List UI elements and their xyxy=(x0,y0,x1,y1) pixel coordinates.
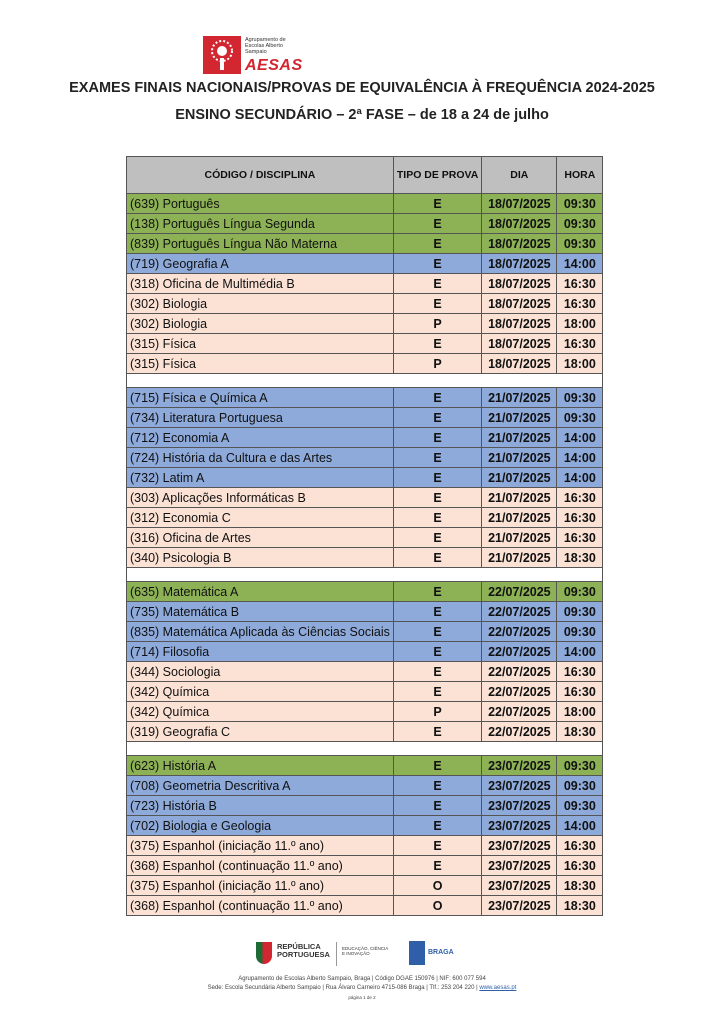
cell-dia: 21/07/2025 xyxy=(482,488,557,508)
cell-disciplina: (344) Sociologia xyxy=(127,662,394,682)
cell-tipo: E xyxy=(393,776,481,796)
cell-hora: 18:00 xyxy=(557,702,603,722)
cell-dia: 23/07/2025 xyxy=(482,856,557,876)
separator-cell xyxy=(127,742,603,756)
cell-tipo: E xyxy=(393,642,481,662)
cell-hora: 14:00 xyxy=(557,254,603,274)
table-row xyxy=(127,682,603,702)
ministry-text: EDUCAÇÃO, CIÊNCIA E INOVAÇÃO xyxy=(342,946,389,956)
cell-dia: 22/07/2025 xyxy=(482,642,557,662)
cell-tipo: E xyxy=(393,682,481,702)
cell-dia: 21/07/2025 xyxy=(482,468,557,488)
cell-dia: 23/07/2025 xyxy=(482,816,557,836)
table-row xyxy=(127,548,603,568)
table-row xyxy=(127,448,603,468)
table-row xyxy=(127,254,603,274)
cell-dia: 22/07/2025 xyxy=(482,722,557,742)
cell-disciplina: (635) Matemática A xyxy=(127,582,394,602)
cell-dia: 22/07/2025 xyxy=(482,582,557,602)
page-subtitle: ENSINO SECUNDÁRIO – 2ª FASE – de 18 a 24 de julho xyxy=(175,107,549,123)
cell-disciplina: (639) Português xyxy=(127,194,394,214)
cell-tipo: P xyxy=(393,314,481,334)
cell-disciplina: (715) Física e Química A xyxy=(127,388,394,408)
school-logo xyxy=(203,36,313,78)
cell-hora: 16:30 xyxy=(557,334,603,354)
cell-dia: 18/07/2025 xyxy=(482,334,557,354)
cell-disciplina: (719) Geografia A xyxy=(127,254,394,274)
braga-text: BRAGA xyxy=(428,949,454,956)
table-row xyxy=(127,876,603,896)
cell-dia: 18/07/2025 xyxy=(482,314,557,334)
cell-tipo: E xyxy=(393,294,481,314)
cell-dia: 18/07/2025 xyxy=(482,254,557,274)
separator-cell xyxy=(127,374,603,388)
cell-hora: 16:30 xyxy=(557,274,603,294)
exam-schedule-table xyxy=(126,156,603,916)
cell-tipo: E xyxy=(393,408,481,428)
logo-wordmark: AESAS xyxy=(245,57,303,74)
cell-hora: 18:00 xyxy=(557,314,603,334)
cell-disciplina: (315) Física xyxy=(127,354,394,374)
cell-dia: 21/07/2025 xyxy=(482,428,557,448)
table-row xyxy=(127,314,603,334)
header-hora: HORA xyxy=(557,157,603,194)
logo-divider xyxy=(336,942,337,966)
table-row xyxy=(127,274,603,294)
cell-hora: 09:30 xyxy=(557,234,603,254)
table-row xyxy=(127,816,603,836)
cell-dia: 21/07/2025 xyxy=(482,408,557,428)
cell-dia: 22/07/2025 xyxy=(482,702,557,722)
cell-tipo: E xyxy=(393,254,481,274)
table-row xyxy=(127,408,603,428)
separator-cell xyxy=(127,568,603,582)
table-row xyxy=(127,294,603,314)
cell-tipo: E xyxy=(393,756,481,776)
cell-disciplina: (318) Oficina de Multimédia B xyxy=(127,274,394,294)
cell-disciplina: (375) Espanhol (iniciação 11.º ano) xyxy=(127,836,394,856)
cell-hora: 16:30 xyxy=(557,488,603,508)
cell-tipo: O xyxy=(393,876,481,896)
header-disciplina: CÓDIGO / DISCIPLINA xyxy=(127,157,394,194)
table-row xyxy=(127,388,603,408)
cell-disciplina: (138) Português Língua Segunda xyxy=(127,214,394,234)
cell-tipo: E xyxy=(393,548,481,568)
table-row xyxy=(127,468,603,488)
cell-hora: 09:30 xyxy=(557,388,603,408)
logo-school-name: Agrupamento de Escolas Alberto Sampaio xyxy=(245,37,286,56)
cell-hora: 16:30 xyxy=(557,294,603,314)
cell-tipo: E xyxy=(393,194,481,214)
cell-disciplina: (734) Literatura Portuguesa xyxy=(127,408,394,428)
table-row xyxy=(127,642,603,662)
cell-disciplina: (340) Psicologia B xyxy=(127,548,394,568)
cell-tipo: E xyxy=(393,602,481,622)
cell-tipo: E xyxy=(393,528,481,548)
cell-tipo: E xyxy=(393,334,481,354)
page-number: página 1 de 2 xyxy=(348,995,376,1000)
footer-line2 xyxy=(0,985,724,991)
cell-disciplina: (723) História B xyxy=(127,796,394,816)
cell-dia: 18/07/2025 xyxy=(482,274,557,294)
cell-hora: 14:00 xyxy=(557,642,603,662)
cell-hora: 18:30 xyxy=(557,896,603,916)
republica-text xyxy=(277,943,330,959)
cell-hora: 09:30 xyxy=(557,756,603,776)
cell-hora: 16:30 xyxy=(557,682,603,702)
table-row xyxy=(127,488,603,508)
cell-tipo: E xyxy=(393,274,481,294)
table-row xyxy=(127,722,603,742)
cell-hora: 09:30 xyxy=(557,194,603,214)
cell-dia: 21/07/2025 xyxy=(482,448,557,468)
cell-hora: 16:30 xyxy=(557,856,603,876)
cell-disciplina: (708) Geometria Descritiva A xyxy=(127,776,394,796)
cell-disciplina: (714) Filosofia xyxy=(127,642,394,662)
cell-hora: 16:30 xyxy=(557,836,603,856)
cell-dia: 18/07/2025 xyxy=(482,194,557,214)
header-dia: DIA xyxy=(482,157,557,194)
table-row xyxy=(127,582,603,602)
cell-hora: 09:30 xyxy=(557,776,603,796)
footer-address: Sede: Escola Secundária Alberto Sampaio | Rua Álvaro Carneiro 4715-086 Braga | Tlf.: 253 204 220 | xyxy=(207,985,480,991)
table-header-row xyxy=(127,157,603,194)
cell-dia: 18/07/2025 xyxy=(482,214,557,234)
cell-disciplina: (735) Matemática B xyxy=(127,602,394,622)
cell-dia: 23/07/2025 xyxy=(482,896,557,916)
cell-hora: 09:30 xyxy=(557,214,603,234)
cell-hora: 16:30 xyxy=(557,508,603,528)
cell-tipo: E xyxy=(393,662,481,682)
cell-tipo: E xyxy=(393,234,481,254)
cell-tipo: E xyxy=(393,388,481,408)
cell-disciplina: (724) História da Cultura e das Artes xyxy=(127,448,394,468)
cell-hora: 14:00 xyxy=(557,468,603,488)
cell-disciplina: (303) Aplicações Informáticas B xyxy=(127,488,394,508)
table-row xyxy=(127,702,603,722)
cell-dia: 21/07/2025 xyxy=(482,508,557,528)
cell-dia: 23/07/2025 xyxy=(482,756,557,776)
cell-hora: 16:30 xyxy=(557,528,603,548)
cell-dia: 22/07/2025 xyxy=(482,602,557,622)
table-row xyxy=(127,428,603,448)
cell-disciplina: (316) Oficina de Artes xyxy=(127,528,394,548)
table-row xyxy=(127,508,603,528)
cell-hora: 09:30 xyxy=(557,408,603,428)
cell-tipo: O xyxy=(393,896,481,916)
group-separator-row xyxy=(127,374,603,388)
cell-tipo: E xyxy=(393,214,481,234)
cell-dia: 23/07/2025 xyxy=(482,876,557,896)
cell-disciplina: (368) Espanhol (continuação 11.º ano) xyxy=(127,856,394,876)
cell-disciplina: (368) Espanhol (continuação 11.º ano) xyxy=(127,896,394,916)
cell-disciplina: (839) Português Língua Não Materna xyxy=(127,234,394,254)
republica-line1: REPÚBLICA xyxy=(277,942,321,951)
table-row xyxy=(127,662,603,682)
cell-dia: 21/07/2025 xyxy=(482,528,557,548)
cell-hora: 14:00 xyxy=(557,448,603,468)
cell-hora: 09:30 xyxy=(557,622,603,642)
cell-disciplina: (732) Latim A xyxy=(127,468,394,488)
cell-disciplina: (835) Matemática Aplicada às Ciências Sociais xyxy=(127,622,394,642)
cell-dia: 23/07/2025 xyxy=(482,836,557,856)
table-row xyxy=(127,354,603,374)
cell-hora: 18:30 xyxy=(557,722,603,742)
cell-tipo: E xyxy=(393,428,481,448)
cell-disciplina: (623) História A xyxy=(127,756,394,776)
cell-tipo: E xyxy=(393,448,481,468)
cell-dia: 22/07/2025 xyxy=(482,662,557,682)
cell-tipo: E xyxy=(393,468,481,488)
cell-hora: 09:30 xyxy=(557,796,603,816)
table-row xyxy=(127,756,603,776)
cell-disciplina: (302) Biologia xyxy=(127,314,394,334)
cell-disciplina: (315) Física xyxy=(127,334,394,354)
cell-tipo: P xyxy=(393,702,481,722)
cell-disciplina: (342) Química xyxy=(127,682,394,702)
cell-hora: 14:00 xyxy=(557,816,603,836)
cell-hora: 09:30 xyxy=(557,582,603,602)
table-row xyxy=(127,896,603,916)
cell-tipo: E xyxy=(393,796,481,816)
table-row xyxy=(127,194,603,214)
cell-disciplina: (712) Economia A xyxy=(127,428,394,448)
table-row xyxy=(127,234,603,254)
cell-hora: 18:30 xyxy=(557,548,603,568)
cell-dia: 18/07/2025 xyxy=(482,354,557,374)
cell-disciplina: (319) Geografia C xyxy=(127,722,394,742)
republica-line2: PORTUGUESA xyxy=(277,950,330,959)
cell-dia: 21/07/2025 xyxy=(482,548,557,568)
table-row xyxy=(127,334,603,354)
cell-tipo: P xyxy=(393,354,481,374)
cell-hora: 09:30 xyxy=(557,602,603,622)
table-row xyxy=(127,856,603,876)
cell-tipo: E xyxy=(393,836,481,856)
cell-disciplina: (312) Economia C xyxy=(127,508,394,528)
table-row xyxy=(127,602,603,622)
group-separator-row xyxy=(127,568,603,582)
cell-tipo: E xyxy=(393,508,481,528)
table-row xyxy=(127,776,603,796)
cell-disciplina: (702) Biologia e Geologia xyxy=(127,816,394,836)
cell-dia: 22/07/2025 xyxy=(482,682,557,702)
table-row xyxy=(127,528,603,548)
header-tipo: TIPO DE PROVA xyxy=(393,157,481,194)
cell-hora: 14:00 xyxy=(557,428,603,448)
cell-dia: 23/07/2025 xyxy=(482,776,557,796)
table-row xyxy=(127,214,603,234)
cell-tipo: E xyxy=(393,816,481,836)
cell-hora: 16:30 xyxy=(557,662,603,682)
cell-dia: 21/07/2025 xyxy=(482,388,557,408)
cell-dia: 23/07/2025 xyxy=(482,796,557,816)
cell-tipo: E xyxy=(393,622,481,642)
cell-tipo: E xyxy=(393,856,481,876)
braga-emblem-icon xyxy=(409,941,425,965)
republica-emblem-icon xyxy=(256,942,272,964)
cell-disciplina: (302) Biologia xyxy=(127,294,394,314)
page-title: EXAMES FINAIS NACIONAIS/PROVAS DE EQUIVALÊNCIA À FREQUÊNCIA 2024-2025 xyxy=(69,80,655,96)
cell-dia: 18/07/2025 xyxy=(482,234,557,254)
cell-dia: 18/07/2025 xyxy=(482,294,557,314)
website-link[interactable]: www.aesas.pt xyxy=(479,985,517,991)
table-row xyxy=(127,796,603,816)
table-row xyxy=(127,836,603,856)
table-row xyxy=(127,622,603,642)
footer-line1: Agrupamento de Escolas Alberto Sampaio, Braga | Código DGAE 150976 | NIF: 600 077 594 xyxy=(238,976,486,982)
cell-tipo: E xyxy=(393,488,481,508)
cell-disciplina: (375) Espanhol (iniciação 11.º ano) xyxy=(127,876,394,896)
cell-dia: 22/07/2025 xyxy=(482,622,557,642)
group-separator-row xyxy=(127,742,603,756)
tree-icon xyxy=(203,36,241,74)
cell-tipo: E xyxy=(393,722,481,742)
footer-logos xyxy=(256,940,476,968)
cell-hora: 18:00 xyxy=(557,354,603,374)
cell-hora: 18:30 xyxy=(557,876,603,896)
cell-disciplina: (342) Química xyxy=(127,702,394,722)
cell-tipo: E xyxy=(393,582,481,602)
